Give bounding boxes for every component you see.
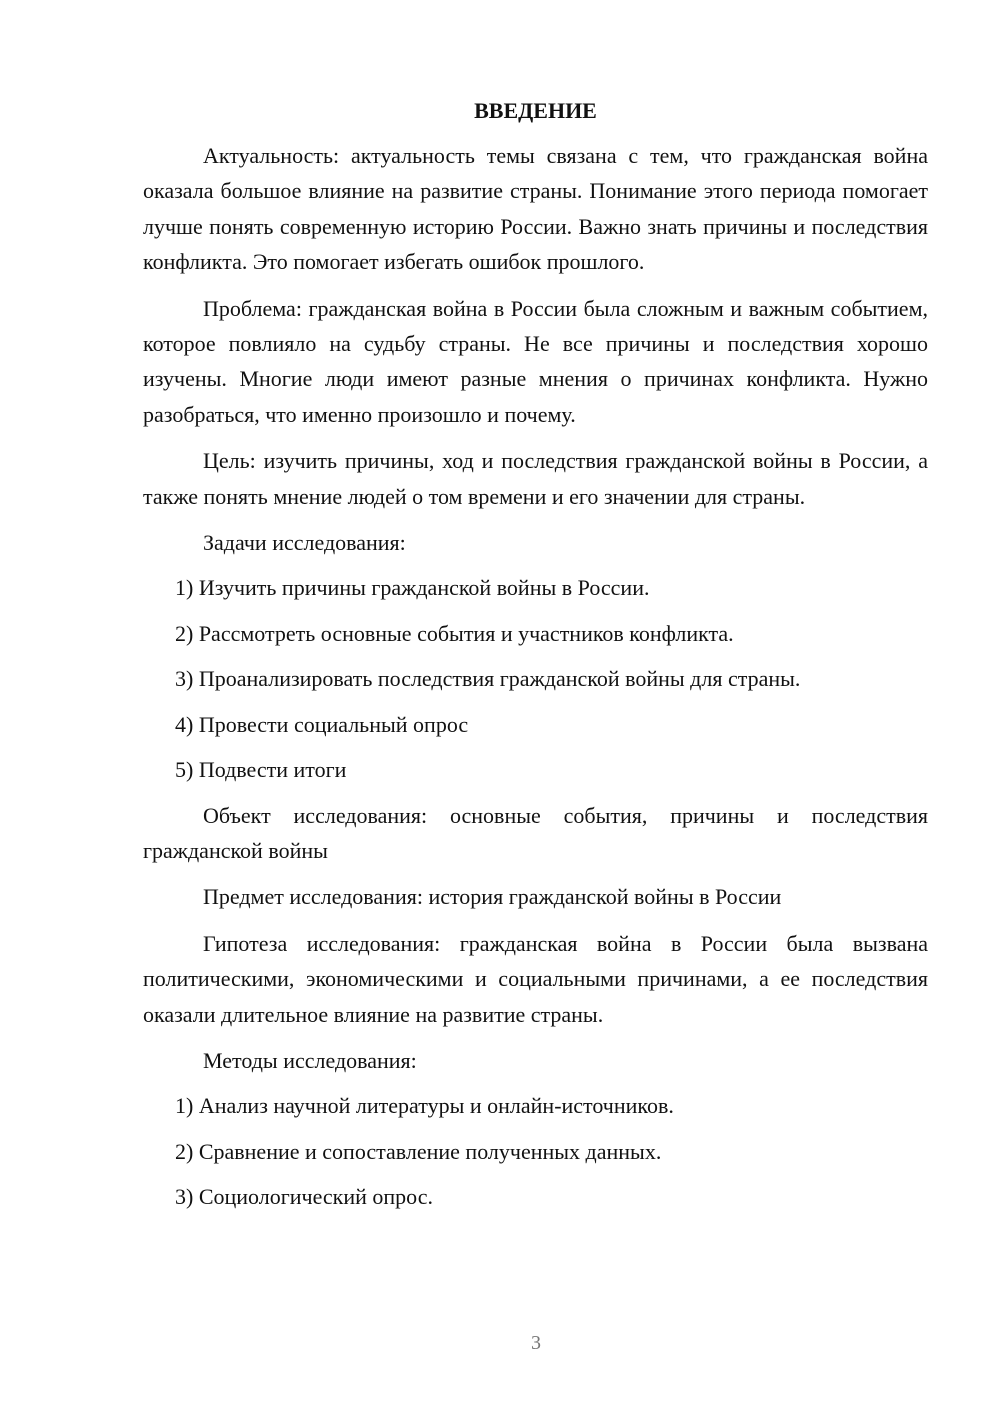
- task-item: 1) Изучить причины гражданской войны в России.: [175, 575, 650, 601]
- task-item: 4) Провести социальный опрос: [175, 711, 469, 737]
- section-title: ВВЕДЕНИЕ: [474, 98, 597, 123]
- problem-paragraph: Проблема: гражданская война в России была сложным и важным событием, которое повлияло на судьбу страны. Не все причины и последствия хорошо изучены. Многие люди имеют разные мнения о причинах конфликта. Нужно разобраться, что именно произошло и почему.: [143, 295, 928, 427]
- method-item: 1) Анализ научной литературы и онлайн-источников.: [175, 1093, 674, 1119]
- page-content: [143, 96, 928, 1225]
- task-item: 2) Рассмотреть основные события и участников конфликта.: [175, 620, 734, 646]
- task-item: 3) Проанализировать последствия гражданской войны для страны.: [175, 666, 801, 692]
- task-item: 5) Подвести итоги: [175, 757, 347, 783]
- relevance-paragraph: Актуальность: актуальность темы связана с тем, что гражданская война оказала большое влияние на развитие страны. Понимание этого периода помогает лучше понять современную историю России. Важно знать причины и последствия конфликта. Это помогает избегать ошибок прошлого.: [143, 143, 928, 275]
- method-item: 2) Сравнение и сопоставление полученных данных.: [175, 1138, 662, 1164]
- object-paragraph: Объект исследования: основные события, причины и последствия гражданской войны: [143, 802, 928, 863]
- method-item: 3) Социологический опрос.: [175, 1184, 433, 1210]
- hypothesis-paragraph: Гипотеза исследования: гражданская война в России была вызвана политическими, экономическими и социальными причинами, а ее последствия оказали длительное влияние на развитие страны.: [143, 930, 928, 1027]
- goal-paragraph: Цель: изучить причины, ход и последствия гражданской войны в России, а также понять мнение людей о том времени и его значении для страны.: [143, 448, 928, 509]
- tasks-label: Задачи исследования:: [203, 530, 406, 556]
- page-number: 3: [531, 1332, 541, 1354]
- subject-paragraph: Предмет исследования: история гражданской войны в России: [203, 884, 782, 910]
- methods-label: Методы исследования:: [203, 1047, 417, 1073]
